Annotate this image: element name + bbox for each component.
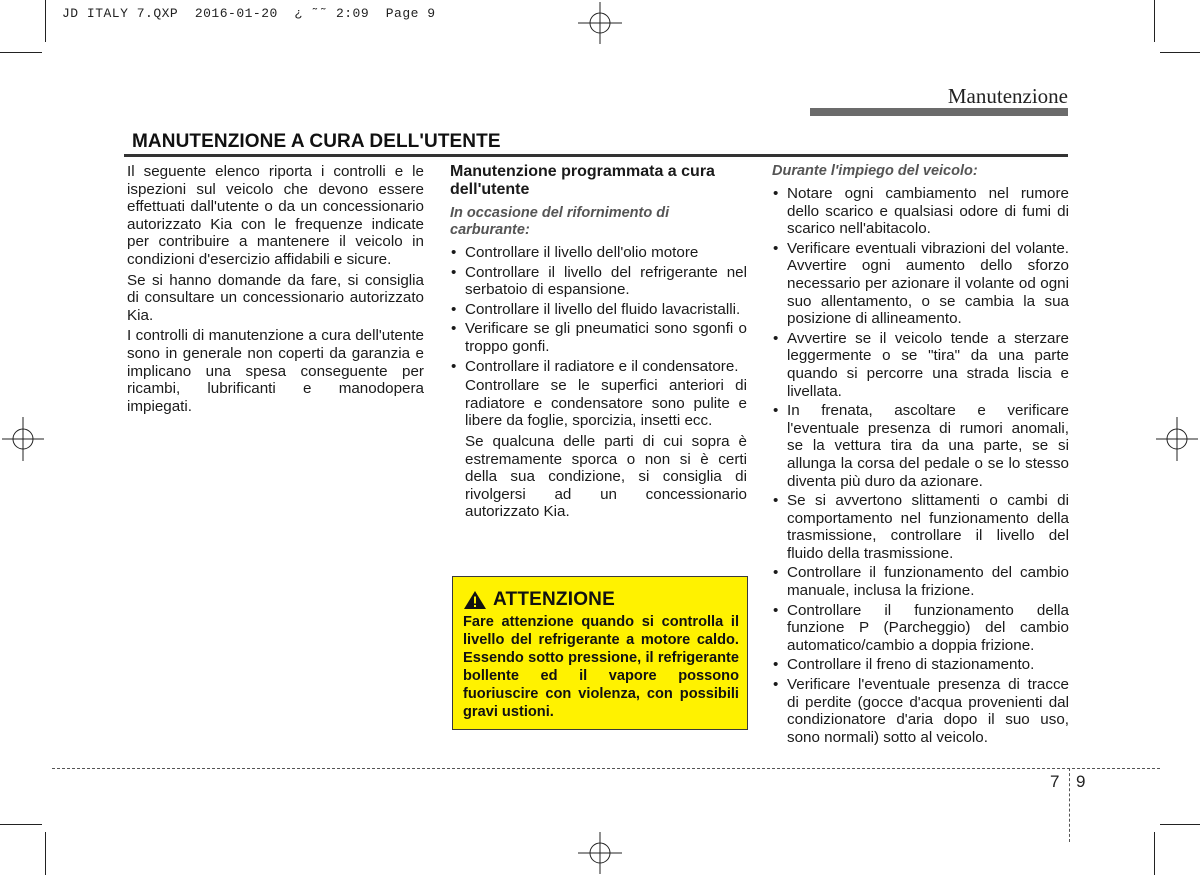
intro-paragraph: Il seguente elenco riporta i controlli e le ispezioni sul veicolo che devono essere effettuati dall'utente o da un concessionario autorizzato Kia con le frequenze indicate per contribuire a mantenere il veicolo in condizioni d'esercizio affidabili e sicure. [127, 163, 424, 268]
column-intro [127, 163, 424, 418]
list-item: • Avvertire se il veicolo tende a sterzare leggermente o se "tira" da una parte quando si percorre una strada liscia e livellata. [772, 330, 1069, 400]
crop-mark [0, 52, 42, 53]
section-subheading: Durante l'impiego del veicolo: [772, 163, 978, 179]
intro-paragraph: Se si hanno domande da fare, si consiglia di consultare un concessionario autorizzato Kia. [127, 271, 424, 324]
page-title: MANUTENZIONE A CURA DELL'UTENTE [132, 131, 501, 152]
warning-triangle-icon [463, 590, 487, 610]
registration-mark-icon [1156, 417, 1198, 461]
warning-box [452, 576, 748, 730]
list-item: • Controllare il livello del refrigerante nel serbatoio di espansione. [450, 264, 747, 299]
registration-mark-icon [2, 417, 44, 461]
list-item: • Controllare il funzionamento del cambio manuale, inclusa la frizione. [772, 564, 1069, 599]
registration-mark-icon [578, 832, 622, 874]
list-item: • Se si avvertono slittamenti o cambi di comportamento nel funzionamento della trasmissione, controllare il livello del fluido della trasmissione. [772, 492, 1069, 562]
crop-mark [45, 0, 46, 42]
list-item: • Verificare eventuali vibrazioni del volante. Avvertire ogni aumento dello sforzo necessario per azionare il volante od ogni suo allentamento, o se cambia la sua posizione di allineamento. [772, 240, 1069, 328]
registration-mark-icon [578, 2, 622, 44]
list-continuation: Controllare se le superfici anteriori di radiatore e condensatore sono pulite e libere da foglie, sporcizia, insetti ecc. [465, 377, 747, 430]
footer-divider [1069, 768, 1070, 842]
crop-mark [1160, 824, 1200, 825]
list-item: • Verificare se gli pneumatici sono sgonfi o troppo gonfi. [450, 320, 747, 355]
intro-paragraph: I controlli di manutenzione a cura dell'utente sono in generale non coperti da garanzia e implicano una spesa conseguente per ricambi, lubrificanti e manodopera impiegati. [127, 327, 424, 415]
driving-checklist [772, 185, 1069, 746]
list-item: • Controllare il funzionamento della funzione P (Parcheggio) del cambio automatico/cambio a doppia frizione. [772, 602, 1069, 655]
warning-header [463, 589, 615, 611]
crop-mark [1160, 52, 1200, 53]
crop-mark [1154, 0, 1155, 42]
crop-mark [45, 832, 46, 875]
warning-text: Fare attenzione quando si controlla il livello del refrigerante a motore caldo. Essendo sotto pressione, il refrigerante bollente ed il vapore possono fuoriuscire con violenza, con possibili gravi ustioni. [463, 614, 739, 720]
list-item: • Controllare il freno di stazionamento. [772, 656, 1069, 674]
title-rule [124, 154, 1068, 157]
list-item: • Controllare il livello dell'olio motore [450, 244, 747, 262]
crop-mark [1154, 832, 1155, 875]
refuel-checklist [450, 244, 747, 375]
list-item: • In frenata, ascoltare e verificare l'eventuale presenza di rumori anomali, se la vettura tira da una parte, se si allunga la corsa del pedale o se lo stesso diventa più duro da azionare. [772, 402, 1069, 490]
section-heading: Manutenzione programmata a cura dell'utente [450, 163, 715, 198]
column-scheduled-maintenance [450, 163, 747, 524]
list-item: • Notare ogni cambiamento nel rumore dello scarico e qualsiasi odore di fumi di scarico nell'abitacolo. [772, 185, 1069, 238]
warning-title: ATTENZIONE [493, 589, 615, 610]
list-item: • Verificare l'eventuale presenza di tracce di perdite (gocce d'acqua provenienti dal condizionatore d'aria dopo il suo uso, sono normali) sotto al veicolo. [772, 676, 1069, 746]
chapter-number: 7 [1050, 772, 1060, 791]
print-slug: JD ITALY 7.QXP 2016-01-20 ¿ ˜˜ 2:09 Page 9 [62, 6, 436, 21]
page-number: 9 [1076, 772, 1086, 791]
list-item: • Controllare il radiatore e il condensatore. [450, 358, 747, 376]
column-driving-checks [772, 163, 1069, 748]
list-continuation: Se qualcuna delle parti di cui sopra è estremamente sporca o non si è certi della sua condizione, si consiglia di rivolgersi ad un concessionario autorizzato Kia. [465, 432, 747, 521]
section-subheading: In occasione del rifornimento di carburante: [450, 205, 670, 238]
running-header: Manutenzione [947, 84, 1068, 108]
footer-rule [52, 768, 1160, 769]
crop-mark [0, 824, 42, 825]
list-item: • Controllare il livello del fluido lavacristalli. [450, 301, 747, 319]
header-rule [810, 108, 1068, 116]
